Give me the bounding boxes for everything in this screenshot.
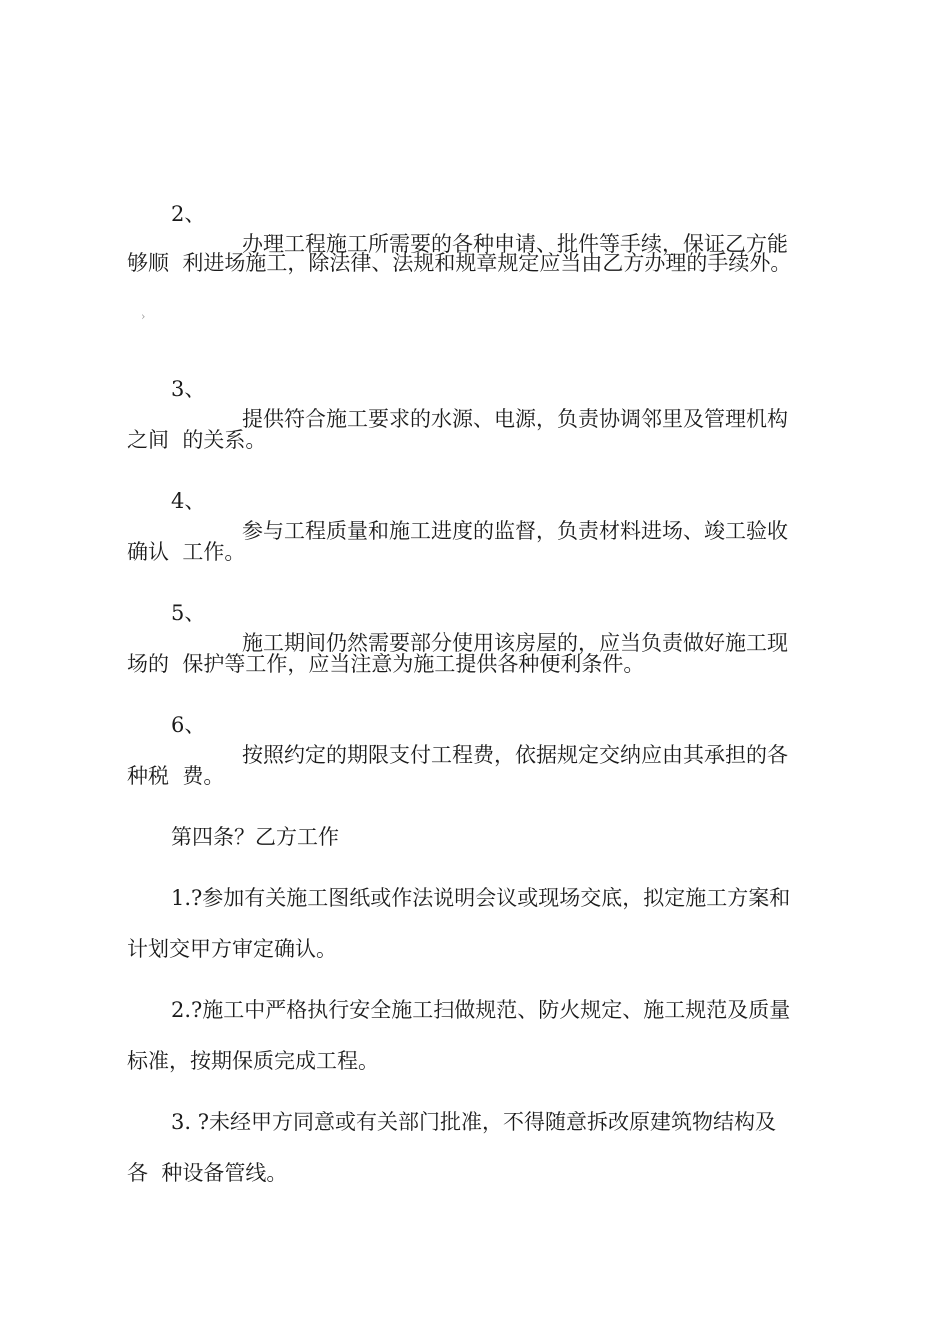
item-continuation: 计划交甲方审定确认。 (127, 937, 337, 961)
item-text: 参与工程质量和施工进度的监督，负责材料进场、竣工验收 (242, 519, 788, 543)
item-continuation: 标准，按期保质完成工程。 (127, 1049, 379, 1073)
item-continuation: 场的 保护等工作，应当注意为施工提供各种便利条件。 (127, 652, 645, 676)
item-b3-second-line (0, 1128, 288, 1218)
item-number: 2、 (171, 202, 206, 226)
item-number: 5、 (171, 601, 206, 625)
item-text: 3. ?未经甲方同意或有关部门批准，不得随意拆改原建筑物结构及 (171, 1110, 776, 1134)
item-number: 3、 (171, 377, 206, 401)
item-continuation: 种税 费。 (127, 764, 225, 788)
item-number: 6、 (171, 713, 206, 737)
item-text: 办理工程施工所需要的各种申请、批件等手续，保证乙方能 (242, 232, 788, 256)
item-continuation: 确认 工作。 (127, 540, 246, 564)
article-heading: 第四条？乙方工作 (171, 825, 339, 849)
item-continuation: 够顺 利进场施工，除法律、法规和规章规定应当由乙方办理的手续外。 (127, 251, 792, 275)
item-text: 1.?参加有关施工图纸或作法说明会议或现场交底，拟定施工方案和 (171, 886, 791, 910)
item-continuation: 各 种设备管线。 (127, 1161, 288, 1185)
stray-mark: › (141, 310, 146, 323)
item-number: 4、 (171, 489, 206, 513)
item-continuation: 之间 的关系。 (127, 428, 267, 452)
item-text: 施工期间仍然需要部分使用该房屋的，应当负责做好施工现 (242, 631, 788, 655)
item-text: 提供符合施工要求的水源、电源，负责协调邻里及管理机构 (242, 407, 788, 431)
item-text: 2.?施工中严格执行安全施工扫做规范、防火规定、施工规范及质量 (171, 998, 791, 1022)
item-text: 按照约定的期限支付工程费，依据规定交纳应由其承担的各 (242, 743, 788, 767)
